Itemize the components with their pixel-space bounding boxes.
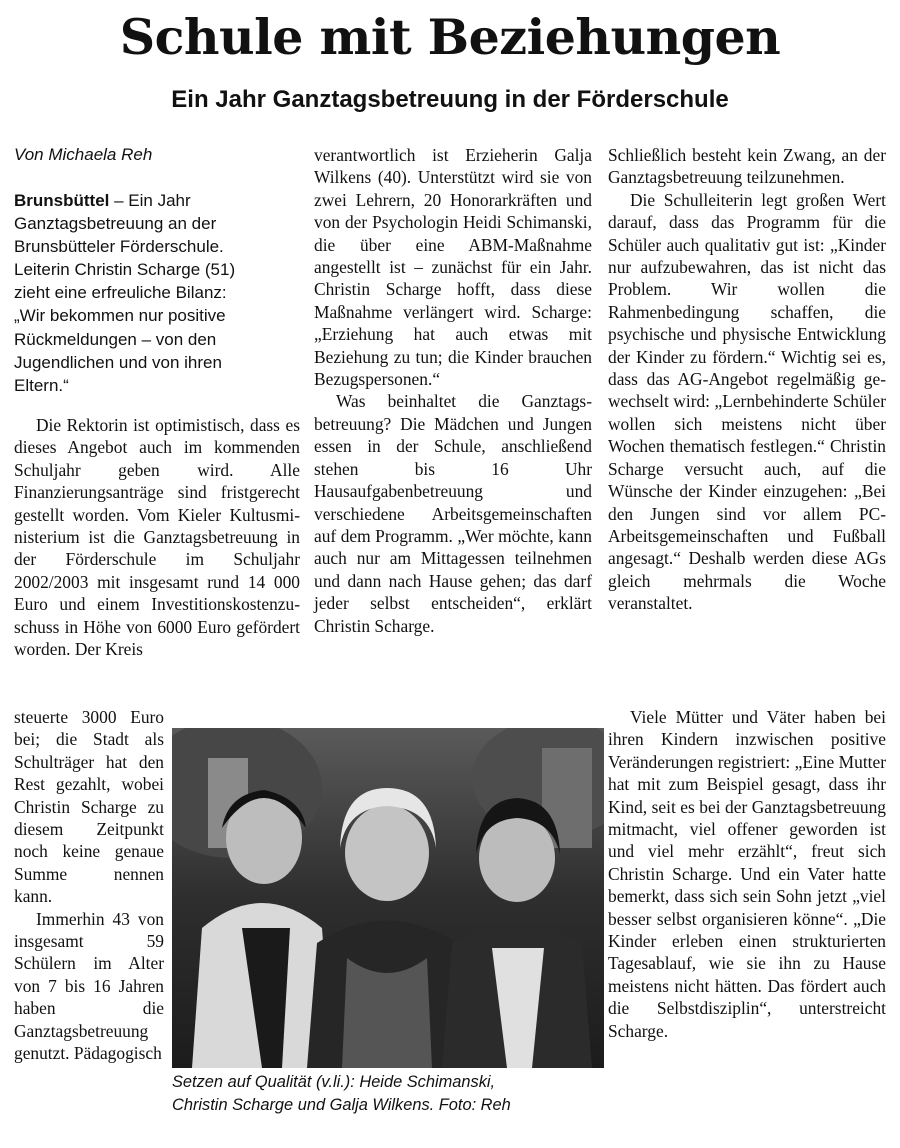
- lead-text-1: – Ein Jahr: [109, 191, 191, 210]
- lead-line-9: Eltern.“: [14, 375, 69, 395]
- col1-paragraph-1: Die Rektorin ist optimistisch, dass es dieses Angebot auch im kommenden Schuljahr geben wird. Alle Finanzierungsanträge sind fristgerecht gestellt worden. Vom Kieler Kultusministerium ist die Ganztagsbetreuung in der Förderschule im Schuljahr 2002/2003 mit insgesamt rund 14 000 Euro und einem Investitionskostenzuschuss in Höhe von 6000 Euro gefördert worden. Der Kreis: [14, 415, 300, 660]
- column-2: [314, 144, 592, 637]
- photo-illustration: [172, 728, 604, 1068]
- lead-paragraph: [14, 189, 300, 397]
- dateline-city: Brunsbüttel: [14, 191, 110, 210]
- caption-line-2: Christin Scharge und Galja Wilkens. Foto: Reh: [172, 1096, 511, 1114]
- lead-line-4: Leiterin Christin Scharge (51): [14, 260, 236, 280]
- lead-line-7: Rückmeldungen – von den: [14, 329, 217, 349]
- column-1-narrow: [14, 706, 164, 1065]
- lead-line-8: Jugendlichen und von ihren: [14, 352, 222, 372]
- lead-line-1: [14, 189, 300, 212]
- col3-paragraph-3: Viele Mütter und Väter haben bei ihren Kindern inzwischen positive Veränderungen registriert: „Eine Mutter hat mit zum Beispiel gesagt, dass ihr Kind, seit es bei der Ganztagsbetreuung mitmacht, viel offener geworden ist und viel mehr erzählt“, freut sich Christin Scharge. Und ein Vater hatte bemerkt, dass sich sein Sohn jetzt „viel besser selbst organisieren könne“. „Die Kinder erleben einen strukturierten Tagesablauf, wie sie ihn zu Hause meistens nicht hätten. Das fördert auch die Selbstdisziplin“, unterstreicht Scharge.: [608, 707, 886, 1041]
- lead-line-3: Brunsbütteler Förderschule.: [14, 237, 224, 257]
- column-3-bottom: [608, 706, 886, 1042]
- byline: Von Michaela Reh: [14, 145, 153, 164]
- column-1-top: [14, 414, 300, 660]
- photo-caption: [172, 1071, 604, 1117]
- article-photo: [172, 728, 604, 1068]
- col3-paragraph-1: Schließlich besteht kein Zwang, an der Ganztagsbetreuung teilzunehmen.: [608, 145, 886, 188]
- col2-paragraph-1: verantwortlich ist Erzieherin Galja Wilkens (40). Unterstützt wird sie von zwei Lehrern, 20 Honorarkräften und von der Psychologin Heidi Schimanski, die über eine ABM-Maßnahme angestellt ist – zunächst für ein Jahr. Christin Scharge hofft, dass diese Maßnahme verlängert wird. Scharge: „Erziehung hat auch etwas mit Beziehung zu tun; die Kinder brauchen Bezugspersonen.“: [314, 145, 592, 390]
- subheadline: Ein Jahr Ganztagsbetreuung in der Förderschule: [171, 86, 729, 113]
- col3-paragraph-2: Die Schulleiterin legt großen Wert darauf, dass das Programm für die Schüler auch qualitativ gut ist: „Kinder nur aufzubewahren, das ist nicht das Problem. Wir wollen die Rahmenbedingung schaffen, die psychische und physische Entwicklung der Kinder zu fördern.“ Wichtig sei es, dass das AG-Angebot regelmäßig gewechselt wird: „Lernbehinderte Schüler wollen sich meistens nicht über Wochen thematisch festlegen.“ Christin Scharge versucht auch, auf die Wünsche der Kinder einzugehen: „Bei den Jungen sind vor allem PC-Arbeitsgemeinschaften und Fußball angesagt.“ Deshalb werden diese AGs gleich mehrmals die Woche veranstaltet.: [608, 189, 886, 614]
- lead-line-5: zieht eine erfreuliche Bilanz:: [14, 283, 227, 303]
- lead-line-2: Ganztagsbetreuung an der: [14, 214, 217, 234]
- column-3: [608, 144, 886, 615]
- headline: Schule mit Beziehungen: [119, 8, 781, 66]
- lead-line-6: „Wir bekommen nur positive: [14, 306, 226, 326]
- col1-paragraph-2: Immerhin 43 von insgesamt 59 Schülern im Alter von 7 bis 16 Jahren haben die Ganztagsbetreuung genutzt. Pädagogisch: [14, 908, 164, 1064]
- col1-paragraph-1-cont: steuerte 3000 Euro bei; die Stadt als Schulträger hat den Rest gezahlt, wobei Christin Scharge zu diesem Zeitpunkt noch keine genaue Summe nennen kann.: [14, 707, 164, 907]
- caption-line-1: Setzen auf Qualität (v.li.): Heide Schimanski,: [172, 1073, 496, 1091]
- col2-paragraph-2: Was beinhaltet die Ganztagsbetreuung? Die Mädchen und Jungen essen in der Schule, anschließend stehen bis 16 Uhr Hausaufgabenbetreuung und verschiedene Arbeitsgemeinschaften auf dem Programm. „Wer möchte, kann auch nur am Mittagessen teilnehmen und dann nach Hause gehen; das darf jeder selbst entscheiden“, erklärt Christin Scharge.: [314, 391, 592, 636]
